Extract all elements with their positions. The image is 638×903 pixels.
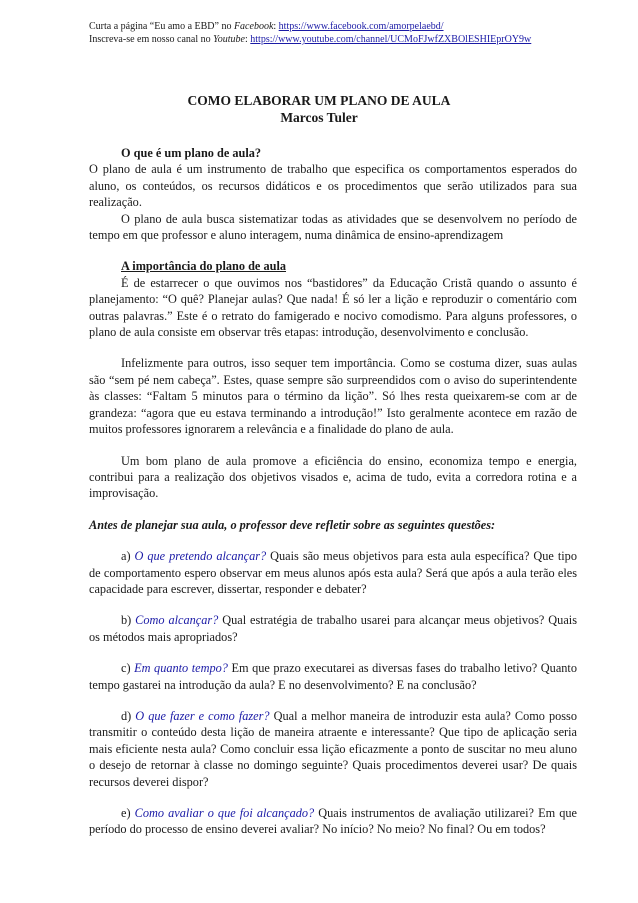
question-item: [89, 660, 577, 693]
header-text: Inscreva-se em nosso canal no: [89, 34, 214, 45]
paragraph: É de estarrecer o que ouvimos nos “bastidores” da Educação Cristã quando o assunto é planejamento: “O quê? Planejar aulas? Que nada! É só ler a lição e reproduzir o comentário com outras palavras.” Este é o retrato do famigerado e nocivo comodismo. Para alguns professores, o plano de aula consiste em observar três etapas: introdução, desenvolvimento e conclusão.: [89, 275, 577, 340]
question-letter: a): [121, 549, 135, 564]
paragraph: O plano de aula busca sistematizar todas as atividades que se desenvolvem no período de tempo em que professor e aluno interagem, numa dinâmica de ensino-aprendizagem: [89, 211, 577, 243]
question-title: O que pretendo alcançar?: [134, 549, 267, 564]
section-heading: O que é um plano de aula?: [121, 146, 262, 160]
question-letter: d): [121, 708, 136, 723]
paragraph: Infelizmente para outros, isso sequer tem importância. Como se costuma dizer, suas aulas são “sem pé nem cabeça”. Estes, quase sempre são surpreendidos com o aviso do superintendente às classes: “Faltam 5 minutos para o término da lição”. Só lhes resta queixarem-se com ar de grandeza: “agora que eu estava terminando a introdução!” Isto geralmente acontece em razão de muitos professores ignorarem a relevância e a finalidade do plano de aula.: [89, 356, 577, 437]
question-letter: c): [121, 661, 135, 676]
header-text: Curta a página “Eu amo a EBD” no: [89, 21, 234, 32]
header-line-youtube: [89, 33, 589, 46]
header-text: :: [245, 34, 251, 45]
question-item: [89, 708, 577, 790]
question-text: Quais instrumentos de avaliação utilizarei? Em que período do processo de ensino deverei avaliar? No início? No meio? No final? Ou em todos?: [89, 806, 577, 837]
document-author: Marcos Tuler: [280, 110, 358, 125]
question-letter: b): [121, 613, 136, 628]
paragraph: Um bom plano de aula promove a eficiência do ensino, economiza tempo e energia, contribui para a realização dos objetivos visados e, acima de tudo, evita a corredora rotina e a improvisação.: [89, 453, 577, 501]
question-text: Em que prazo executarei as diversas fases do trabalho letivo? Quanto tempo gastarei na introdução da aula? E no desenvolvimento? E na conclusão?: [89, 661, 577, 692]
header-text-italic: Youtube: [213, 34, 245, 45]
facebook-link[interactable]: https://www.facebook.com/amorpelaebd/: [278, 21, 444, 32]
question-title: Como avaliar o que foi alcançado?: [134, 806, 315, 820]
question-text: Qual a melhor maneira de introduzir esta aula? Como posso transmitir o conteúdo desta lição de maneira atraente e interessante? Que tipo de aplicação seria mais eficiente nesta aula? Como concluir essa lição eficazmente a ponto de suscitar no meu aluno o desejo de retornar à classe no domingo seguinte? Quais procedimentos deverei usar? De quais recursos deverei dispor?: [89, 708, 577, 789]
question-item: [89, 612, 577, 645]
question-title: O que fazer e como fazer?: [135, 708, 270, 723]
youtube-link[interactable]: https://www.youtube.com/channel/UCMoFJwfZXBOlESHIEprOY9w: [250, 34, 532, 45]
header-line-facebook: [89, 20, 589, 33]
question-title: Em quanto tempo?: [134, 661, 228, 676]
header-text: :: [273, 21, 279, 32]
question-letter: e): [121, 806, 135, 820]
question-text: Qual estratégia de trabalho usarei para alcançar meus objetivos? Quais os métodos mais apropriados?: [89, 613, 577, 644]
section-heading: A importância do plano de aula: [121, 259, 287, 274]
document-title: COMO ELABORAR UM PLANO DE AULA: [187, 93, 451, 108]
question-title: Como alcançar?: [135, 613, 219, 628]
page-header: [89, 20, 589, 46]
question-text: Quais são meus objetivos para esta aula específica? Que tipo de comportamento espero observar em meus alunos após esta aula? Será que após a aula terão eles capacidade para escrever, dissertar, responder e debater?: [89, 549, 577, 596]
paragraph: O plano de aula é um instrumento de trabalho que especifica os comportamentos esperados do aluno, os conteúdos, os recursos didáticos e os procedimentos que serão utilizados para sua realização.: [89, 162, 577, 210]
question-item: [89, 548, 577, 597]
questions-intro: Antes de planejar sua aula, o professor deve refletir sobre as seguintes questões:: [89, 517, 496, 532]
question-item: [89, 805, 577, 838]
header-text-italic: Facebook: [233, 21, 274, 32]
document-body: [89, 145, 577, 838]
